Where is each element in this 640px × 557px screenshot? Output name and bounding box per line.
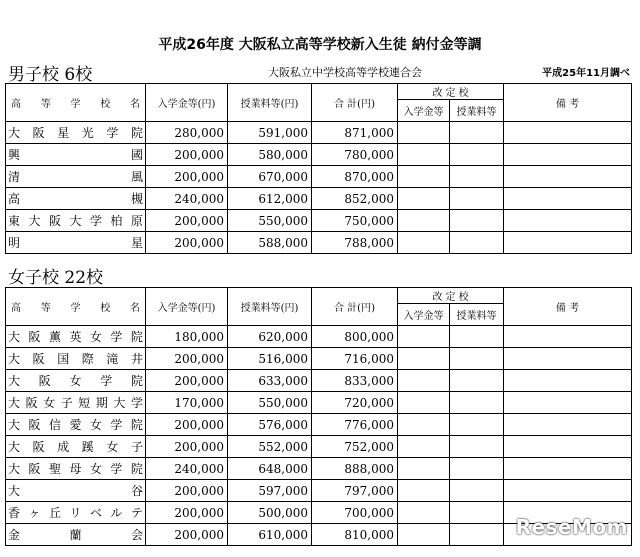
notes-cell — [504, 188, 632, 210]
total-fee: 800,000 — [312, 326, 398, 348]
tuition-fee: 552,000 — [228, 436, 312, 458]
survey-date: 平成25年11月調べ — [542, 68, 630, 79]
header-total: 合 計(円) — [312, 288, 398, 326]
revised-tuition-cell — [450, 414, 504, 436]
revised-tuition-cell — [450, 348, 504, 370]
revised-tuition-cell — [450, 524, 504, 546]
entrance-fee: 200,000 — [146, 166, 228, 188]
header-total: 合 計(円) — [312, 84, 398, 122]
tuition-fee: 670,000 — [228, 166, 312, 188]
table-row — [6, 232, 632, 254]
school-name: 東 大 阪 大 学 柏 原 — [6, 210, 146, 232]
notes-cell — [504, 144, 632, 166]
revised-entrance-cell — [398, 232, 450, 254]
entrance-fee: 200,000 — [146, 232, 228, 254]
tuition-fee: 597,000 — [228, 480, 312, 502]
girls-table — [5, 287, 632, 546]
entrance-fee: 200,000 — [146, 348, 228, 370]
total-fee: 776,000 — [312, 414, 398, 436]
tuition-fee: 580,000 — [228, 144, 312, 166]
school-name: 大 阪 聖 母 女 学 院 — [6, 458, 146, 480]
entrance-fee: 200,000 — [146, 524, 228, 546]
revised-entrance-cell — [398, 210, 450, 232]
total-fee: 720,000 — [312, 392, 398, 414]
revised-tuition-cell — [450, 458, 504, 480]
notes-cell — [504, 166, 632, 188]
total-fee: 700,000 — [312, 502, 398, 524]
tuition-fee: 591,000 — [228, 122, 312, 144]
total-fee: 871,000 — [312, 122, 398, 144]
table-row — [6, 370, 632, 392]
notes-cell — [504, 414, 632, 436]
header-revised: 改 定 校 — [398, 84, 504, 100]
entrance-fee: 200,000 — [146, 480, 228, 502]
school-name: 大 阪 国 際 滝 井 — [6, 348, 146, 370]
school-name: 香 ヶ 丘 リ ベ ル テ — [6, 502, 146, 524]
total-fee: 716,000 — [312, 348, 398, 370]
tuition-fee: 612,000 — [228, 188, 312, 210]
revised-tuition-cell — [450, 370, 504, 392]
table-row — [6, 188, 632, 210]
header-revised-entrance: 入学金等 — [398, 304, 450, 326]
entrance-fee: 240,000 — [146, 458, 228, 480]
tuition-fee: 610,000 — [228, 524, 312, 546]
entrance-fee: 240,000 — [146, 188, 228, 210]
table-row — [6, 392, 632, 414]
total-fee: 752,000 — [312, 436, 398, 458]
tuition-fee: 633,000 — [228, 370, 312, 392]
entrance-fee: 200,000 — [146, 144, 228, 166]
tuition-fee: 550,000 — [228, 210, 312, 232]
header-entrance: 入学金等(円) — [146, 84, 228, 122]
total-fee: 888,000 — [312, 458, 398, 480]
revised-entrance-cell — [398, 188, 450, 210]
notes-cell — [504, 348, 632, 370]
notes-cell — [504, 458, 632, 480]
tuition-fee: 516,000 — [228, 348, 312, 370]
revised-tuition-cell — [450, 210, 504, 232]
header-row — [6, 288, 632, 304]
school-name: 興 國 — [6, 144, 146, 166]
revised-entrance-cell — [398, 144, 450, 166]
table-row — [6, 326, 632, 348]
revised-tuition-cell — [450, 232, 504, 254]
header-tuition: 授業料等(円) — [228, 288, 312, 326]
school-name: 大 阪 信 愛 女 学 院 — [6, 414, 146, 436]
header-revised-tuition: 授業料等 — [450, 100, 504, 122]
entrance-fee: 200,000 — [146, 502, 228, 524]
document-title: 平成26年度 大阪私立高等学校新入生徒 納付金等調 — [158, 37, 482, 53]
boys-table — [5, 83, 632, 254]
tuition-fee: 588,000 — [228, 232, 312, 254]
school-name: 大 阪 成 蹊 女 子 — [6, 436, 146, 458]
tuition-fee: 648,000 — [228, 458, 312, 480]
table-row — [6, 436, 632, 458]
revised-tuition-cell — [450, 122, 504, 144]
tuition-fee: 620,000 — [228, 326, 312, 348]
table-row — [6, 480, 632, 502]
tuition-fee: 500,000 — [228, 502, 312, 524]
revised-tuition-cell — [450, 480, 504, 502]
header-school: 高 等 学 校 名 — [6, 84, 146, 122]
header-row — [6, 84, 632, 100]
total-fee: 852,000 — [312, 188, 398, 210]
header-revised: 改 定 校 — [398, 288, 504, 304]
table-row — [6, 414, 632, 436]
header-tuition: 授業料等(円) — [228, 84, 312, 122]
table-row — [6, 210, 632, 232]
total-fee: 870,000 — [312, 166, 398, 188]
header-revised-tuition: 授業料等 — [450, 304, 504, 326]
header-entrance: 入学金等(円) — [146, 288, 228, 326]
school-name: 大 阪 女 子 短 期 大 学 — [6, 392, 146, 414]
school-name: 金 蘭 会 — [6, 524, 146, 546]
header-school: 高 等 学 校 名 — [6, 288, 146, 326]
revised-tuition-cell — [450, 502, 504, 524]
revised-tuition-cell — [450, 436, 504, 458]
school-name: 大 阪 薫 英 女 学 院 — [6, 326, 146, 348]
total-fee: 797,000 — [312, 480, 398, 502]
entrance-fee: 180,000 — [146, 326, 228, 348]
entrance-fee: 200,000 — [146, 436, 228, 458]
boys-section-label: 男子校 6校 — [8, 65, 93, 85]
total-fee: 833,000 — [312, 370, 398, 392]
notes-cell — [504, 232, 632, 254]
notes-cell — [504, 210, 632, 232]
school-name: 明 星 — [6, 232, 146, 254]
revised-entrance-cell — [398, 480, 450, 502]
revised-tuition-cell — [450, 188, 504, 210]
school-name: 大 阪 女 学 院 — [6, 370, 146, 392]
revised-entrance-cell — [398, 414, 450, 436]
table-row — [6, 122, 632, 144]
notes-cell — [504, 370, 632, 392]
total-fee: 810,000 — [312, 524, 398, 546]
entrance-fee: 200,000 — [146, 210, 228, 232]
revised-entrance-cell — [398, 502, 450, 524]
table-row — [6, 458, 632, 480]
table-row — [6, 348, 632, 370]
revised-entrance-cell — [398, 524, 450, 546]
tuition-fee: 576,000 — [228, 414, 312, 436]
organization: 大阪私立中学校高等学校連合会 — [268, 66, 422, 79]
header-notes: 備 考 — [504, 288, 632, 326]
total-fee: 750,000 — [312, 210, 398, 232]
notes-cell — [504, 326, 632, 348]
entrance-fee: 200,000 — [146, 414, 228, 436]
total-fee: 780,000 — [312, 144, 398, 166]
resemom-logo: ReseMom — [515, 515, 628, 539]
revised-entrance-cell — [398, 348, 450, 370]
entrance-fee: 200,000 — [146, 370, 228, 392]
revised-entrance-cell — [398, 122, 450, 144]
revised-entrance-cell — [398, 458, 450, 480]
notes-cell — [504, 392, 632, 414]
header-revised-entrance: 入学金等 — [398, 100, 450, 122]
revised-entrance-cell — [398, 392, 450, 414]
revised-entrance-cell — [398, 370, 450, 392]
tuition-fee: 550,000 — [228, 392, 312, 414]
school-name: 清 風 — [6, 166, 146, 188]
school-name: 大 谷 — [6, 480, 146, 502]
total-fee: 788,000 — [312, 232, 398, 254]
notes-cell — [504, 122, 632, 144]
table-row — [6, 166, 632, 188]
school-name: 大 阪 星 光 学 院 — [6, 122, 146, 144]
notes-cell — [504, 436, 632, 458]
girls-section-label: 女子校 22校 — [8, 268, 104, 288]
revised-entrance-cell — [398, 326, 450, 348]
table-row — [6, 144, 632, 166]
revised-entrance-cell — [398, 166, 450, 188]
notes-cell — [504, 480, 632, 502]
revised-tuition-cell — [450, 326, 504, 348]
revised-tuition-cell — [450, 392, 504, 414]
school-name: 高 槻 — [6, 188, 146, 210]
entrance-fee: 280,000 — [146, 122, 228, 144]
revised-tuition-cell — [450, 144, 504, 166]
entrance-fee: 170,000 — [146, 392, 228, 414]
revised-entrance-cell — [398, 436, 450, 458]
header-notes: 備 考 — [504, 84, 632, 122]
revised-tuition-cell — [450, 166, 504, 188]
